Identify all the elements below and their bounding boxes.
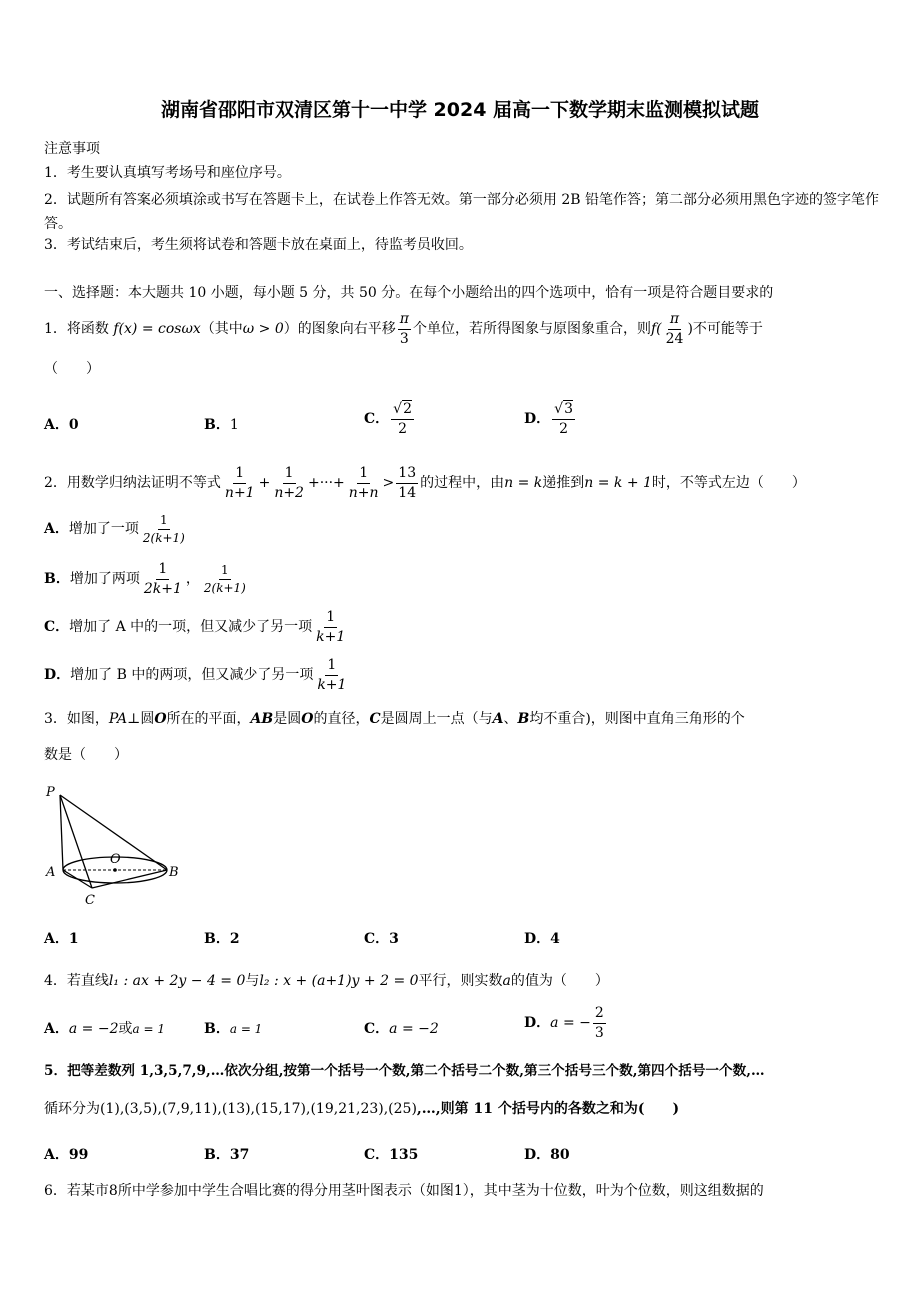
q2-dots: +···+: [307, 475, 345, 492]
option-label: C．: [44, 619, 70, 636]
option-value: 99: [68, 1147, 89, 1163]
label-p: P: [46, 785, 55, 800]
option-value: 2: [229, 931, 240, 947]
option-text: 增加了两项: [69, 571, 140, 588]
option-value: 1: [229, 417, 239, 433]
question-3: [44, 710, 745, 729]
q1-text: 不可能等于: [692, 321, 763, 338]
notice-item-2: 2．试题所有答案必须填涂或书写在答题卡上，在试卷上作答无效。第一部分必须用 2B 铅笔作答；第二部分必须用黑色字迹的签字笔作答。: [44, 192, 879, 232]
q2-text: 时，不等式左边（ ）: [651, 475, 806, 492]
option-label: B．: [204, 1021, 230, 1037]
option-value: 0: [68, 417, 79, 433]
segment-bc: [92, 870, 167, 888]
option-label: A．: [44, 521, 69, 538]
q4-text: 若直线: [66, 973, 109, 989]
option-label: B．: [204, 1147, 230, 1163]
option-value: 135: [389, 1147, 419, 1163]
option-separator: ，: [185, 571, 200, 588]
q1-option-c: [364, 402, 416, 436]
q2-n-equals-k-plus-1: n = k + 1: [584, 475, 652, 492]
q5-option-b: [204, 1146, 249, 1165]
option-or: 或: [118, 1021, 133, 1037]
q1-option-b: [204, 416, 239, 435]
option-value: a = −2: [68, 1021, 119, 1037]
q5-option-d: [524, 1146, 570, 1165]
q1-text: （其中: [200, 321, 243, 338]
q3-separator: 、: [503, 711, 518, 727]
q2-option-c: [44, 610, 349, 644]
question-2: [44, 466, 806, 500]
option-text: 增加了一项: [68, 521, 139, 538]
option-label: C．: [364, 1147, 390, 1163]
fraction-denominator: 3: [594, 1024, 604, 1041]
notice-heading: 注意事项: [44, 141, 100, 157]
fraction-denominator: 2k+1: [143, 580, 182, 597]
question-6: [44, 1182, 764, 1201]
fraction-numerator: 1: [219, 564, 231, 580]
q6-number-8: 8: [108, 1183, 118, 1199]
segment-pa: [60, 795, 63, 870]
q2-option-d: [44, 658, 350, 692]
option-value: a = −2: [389, 1021, 439, 1037]
option-value: a = 1: [132, 1022, 165, 1036]
q3-option-b: [204, 930, 240, 949]
q2-text: 的过程中，由: [420, 475, 505, 492]
option-label: A．: [44, 1021, 69, 1037]
q1-option-a: [44, 416, 79, 435]
q4-text: 与: [245, 973, 260, 989]
fraction-denominator: 3: [399, 330, 409, 347]
q6-text: 若某市: [66, 1183, 109, 1199]
q1-text: ）的图象向右平移: [283, 321, 396, 338]
fraction-denominator: n+n: [348, 484, 379, 501]
option-value: 1: [68, 931, 79, 947]
option-fraction: [141, 514, 187, 544]
q2-fraction-2: [272, 466, 306, 500]
q2-number: 2．: [44, 475, 67, 492]
q4-option-b: [204, 1020, 262, 1039]
option-label: D．: [524, 931, 551, 947]
option-value: a = −: [550, 1015, 591, 1032]
q4-option-a: [44, 1020, 165, 1039]
q2-option-b: [44, 562, 250, 596]
section-heading: 一、选择题：本大题共 10 小题，每小题 5 分，共 50 分。在每个小题给出的四个选项中，恰有一项是符合题目要求的: [44, 285, 774, 301]
q3-point-a: A: [492, 711, 504, 727]
q2-fraction-3: [347, 466, 381, 500]
fraction-numerator: 3: [564, 401, 573, 417]
option-text: 增加了 A 中的一项，但又减少了另一项: [69, 619, 313, 636]
label-a: A: [46, 865, 56, 880]
fraction-numerator: π: [668, 312, 681, 330]
fraction-numerator: 2: [403, 401, 412, 417]
option-label: D．: [524, 1015, 551, 1032]
q1-number: 1．: [44, 321, 67, 338]
q1-text: 个单位，若所得图象与原图象重合，则: [412, 321, 651, 338]
q1-condition: ω > 0: [242, 321, 284, 338]
fraction-denominator: 2: [559, 420, 569, 437]
q3-point-c: C: [369, 711, 381, 727]
q3-option-c: [364, 930, 399, 949]
q3-point-b: B: [517, 711, 530, 727]
q1-text: 将函数: [66, 321, 109, 338]
q3-perp-symbol: ⊥: [127, 711, 141, 727]
center-point: [113, 868, 117, 872]
q3-segment-ab: AB: [250, 711, 274, 727]
q6-number: 6．: [44, 1183, 67, 1199]
option-label: A．: [44, 417, 69, 433]
q4-text: 平行，则实数: [418, 973, 503, 989]
notice-item-1: 1．考生要认真填写考场号和座位序号。: [44, 165, 291, 181]
fraction-numerator: 2: [593, 1006, 606, 1024]
option-text: 增加了 B 中的两项，但又减少了另一项: [70, 667, 314, 684]
q5-groups: (1),(3,5),(7,9,11),(13),(15,17),(19,21,23),(25): [100, 1101, 417, 1117]
label-c: C: [85, 893, 95, 908]
option-fraction: $\frac{√2}{2}$: [393, 401, 412, 437]
q5-text: 把等差数列 1,3,5,7,9,…依次分组,按第一个括号一个数,第二个括号二个数,第三个括号三个数,第四个括号一个数,…: [67, 1063, 765, 1079]
fraction-numerator: 1: [324, 610, 337, 628]
segment-ac: [63, 870, 92, 888]
option-fraction: [202, 564, 248, 594]
option-label: A．: [44, 1147, 69, 1163]
q3-point-o: O: [301, 711, 314, 727]
option-value: a = 1: [229, 1022, 263, 1036]
q4-option-d: [524, 1006, 608, 1040]
fraction-denominator: 2(k+1): [142, 530, 185, 545]
page-title: 湖南省邵阳市双清区第十一中学 2024 届高一下数学期末监测模拟试题: [160, 99, 760, 121]
option-value: 37: [229, 1147, 250, 1163]
option-value: 4: [550, 931, 560, 947]
q1-answer-paren: （ ）: [44, 361, 100, 377]
option-label: B．: [204, 931, 230, 947]
option-label: A．: [44, 931, 69, 947]
q2-n-equals-k: n = k: [504, 475, 543, 492]
q1-query-fraction: [664, 312, 686, 346]
q1-f-call: f(: [650, 321, 662, 338]
question-5: [44, 1062, 765, 1080]
q6-text: 所中学参加中学生合唱比赛的得分用茎叶图表示（如图: [117, 1183, 454, 1199]
q4-text: 的值为（ ）: [510, 973, 609, 989]
fraction-numerator: π: [398, 312, 411, 330]
q5-line-2: [44, 1100, 679, 1119]
option-label: D．: [524, 411, 551, 428]
q2-fraction-1: [223, 466, 257, 500]
q3-line-2: 数是（ ）: [44, 747, 128, 763]
fraction-numerator: 1: [158, 514, 170, 530]
option-fraction: [314, 610, 347, 644]
q2-text: 用数学归纳法证明不等式: [66, 475, 221, 492]
q4-option-c: [364, 1020, 439, 1039]
q2-option-a: [44, 514, 189, 544]
option-fraction: [142, 562, 184, 596]
option-value: 80: [550, 1147, 570, 1163]
q3-text: 的直径，: [313, 711, 370, 727]
fraction-denominator: 14: [398, 484, 417, 501]
question-4: [44, 972, 609, 991]
q3-text: 所在的平面，: [166, 711, 251, 727]
fraction-denominator: n+1: [224, 484, 255, 501]
fraction-denominator: 2: [398, 420, 408, 437]
q3-text: 均不重合)，则图中直角三角形的个: [529, 711, 745, 727]
option-fraction: [593, 1006, 606, 1040]
q1-function: f(x) = cosωx: [113, 321, 201, 338]
fraction-denominator: n+2: [274, 484, 304, 501]
fraction-numerator: 1: [325, 658, 338, 676]
q3-text: 是圆: [273, 711, 302, 727]
option-label: B．: [204, 417, 230, 433]
q3-text: 如图，: [66, 711, 109, 727]
q1-option-d: [524, 402, 577, 436]
option-label: C．: [364, 931, 390, 947]
option-label: D．: [524, 1147, 551, 1163]
q5-text: 循环分为: [44, 1101, 100, 1117]
q5-option-c: [364, 1146, 418, 1165]
fraction-denominator: k+1: [316, 628, 346, 645]
q5-text: ,…,则第 11 个括号内的各数之和为( ): [416, 1101, 680, 1117]
q6-text: ），其中茎为十位数，叶为个位数，则这组数据的: [462, 1183, 764, 1199]
q3-point-o: O: [154, 711, 167, 727]
q3-figure: [40, 780, 190, 915]
fraction-numerator: 1: [156, 562, 169, 580]
q3-option-a: [44, 930, 79, 949]
fraction-denominator: 2(k+1): [203, 580, 246, 595]
option-fraction: [315, 658, 348, 692]
option-label: D．: [44, 667, 71, 684]
q5-option-a: [44, 1146, 88, 1165]
q3-segment-pa: PA: [108, 711, 128, 727]
q4-line-l2: l₂ : x + (a+1)y + 2 = 0: [259, 973, 419, 989]
q2-fraction-4: [396, 466, 418, 500]
option-fraction: $\frac{√3}{2}$: [554, 401, 573, 437]
fraction-numerator: 1: [233, 466, 246, 484]
option-value: 3: [389, 931, 399, 947]
option-label: C．: [364, 411, 390, 428]
q1-f-call-close: ): [687, 321, 693, 338]
q2-text: 递推到: [542, 475, 585, 492]
q3-text: 圆: [140, 711, 155, 727]
q4-number: 4．: [44, 973, 67, 989]
q6-figure-number: 1: [453, 1183, 463, 1199]
q4-line-l1: l₁ : ax + 2y − 4 = 0: [108, 973, 246, 989]
q3-text: 是圆周上一点（与: [380, 711, 493, 727]
notice-item-3: 3．考试结束后，考生须将试卷和答题卡放在桌面上，待监考员收回。: [44, 237, 473, 253]
option-label: B．: [44, 571, 70, 588]
label-o: O: [110, 852, 121, 867]
fraction-numerator: 1: [357, 466, 370, 484]
fraction-numerator: 1: [283, 466, 296, 484]
label-b: B: [169, 865, 179, 880]
question-1: [44, 312, 763, 346]
q5-number: 5．: [44, 1063, 68, 1079]
q1-shift-fraction: [398, 312, 411, 346]
q3-option-d: [524, 930, 560, 949]
q3-number: 3．: [44, 711, 67, 727]
q4-variable-a: a: [502, 973, 511, 989]
fraction-numerator: 13: [396, 466, 418, 484]
option-label: C．: [364, 1021, 390, 1037]
q2-plus: +: [258, 475, 271, 492]
fraction-denominator: 24: [665, 330, 684, 347]
fraction-denominator: k+1: [317, 676, 347, 693]
q2-greater-than: >: [382, 475, 395, 492]
